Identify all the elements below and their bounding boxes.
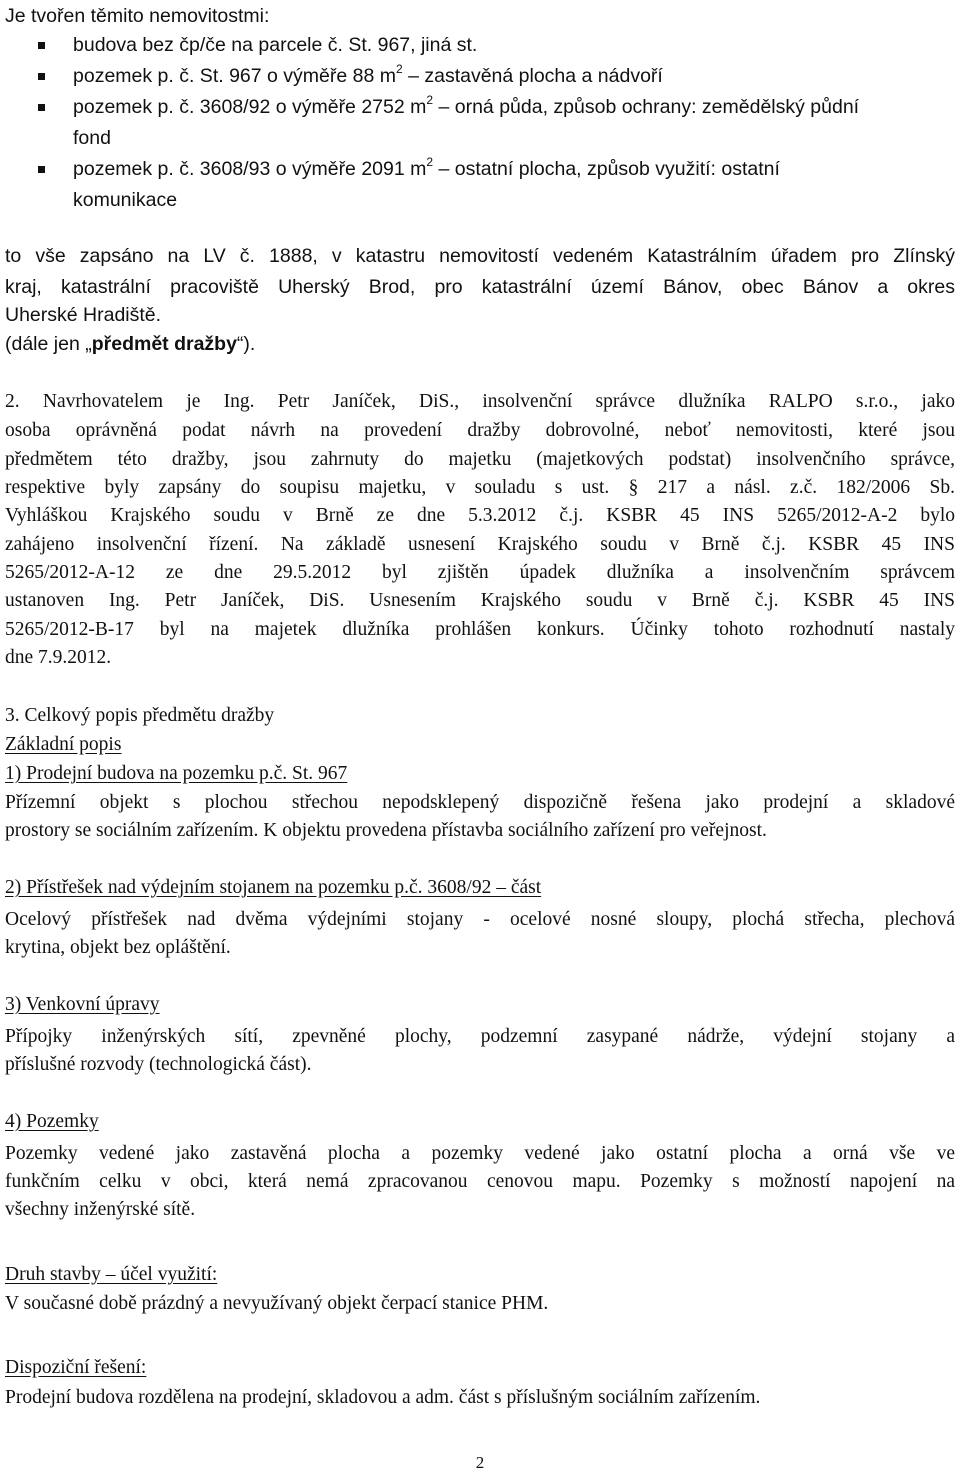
item-title: 3) Venkovní úpravy: [5, 994, 160, 1015]
sec2-line: dne 7.9.2012.: [5, 647, 112, 668]
list-item: pozemek p. č. St. 967 o výměře 88 $m^2$ – zastavěná plocha a nádvoří: [73, 61, 663, 87]
item-title: Dispoziční řešení:: [5, 1357, 147, 1378]
list-item: pozemek p. č. 3608/93 o výměře 2091 $m^2$ – ostatní plocha, způsob využití: ostatní: [73, 154, 780, 180]
item-text: prostory se sociálním zařízením. K objektu provedena přístavba sociálního zařízení pro veřejnost.: [5, 820, 767, 841]
list-item: budova bez čp/če na parcele č. St. 967, jiná st.: [73, 34, 478, 56]
lv-line-1: to vše zapsáno na LV č. 1888, v katastru nemovitostí vedeném Katastrálním úřadem pro Zlínský: [5, 245, 955, 267]
sec2-line: 2. Navrhovatelem je Ing. Petr Janíček, DiS., insolvenční správce dlužníka RALPO s.r.o., jako: [5, 391, 955, 412]
list-item-continuation: fond: [73, 127, 111, 149]
item-title: 1) Prodejní budova na pozemku p.č. St. 967: [5, 763, 348, 784]
item-text: Přízemní objekt s plochou střechou nepodsklepený dispozičně řešena jako prodejní a skladové: [5, 792, 955, 813]
sec2-line: předmětem této dražby, jsou zahrnuty do majetku (majetkových podstat) insolvenčního správce,: [5, 449, 955, 470]
lv-line-3: Uherské Hradiště.: [5, 304, 162, 326]
item-text: Pozemky vedené jako zastavěná plocha a pozemky vedené jako ostatní plocha a orná vše ve: [5, 1143, 955, 1164]
subheading: Základní popis: [5, 734, 122, 755]
sec2-line: respektive byly zapsány do soupisu majetku, v souladu s ust. § 217 a násl. z.č. 182/2006 Sb.: [5, 477, 955, 498]
bullet-icon: [38, 42, 45, 49]
sec2-line: ustanoven Ing. Petr Janíček, DiS. Usnesením Krajského soudu v Brně č.j. KSBR 45 INS: [5, 590, 955, 611]
intro-text: Je tvořen těmito nemovitostmi:: [5, 5, 270, 27]
item-text: V současné době prázdný a nevyužívaný objekt čerpací stanice PHM.: [5, 1293, 549, 1314]
list-item-continuation: komunikace: [73, 189, 178, 211]
list-item: pozemek p. č. 3608/92 o výměře 2752 $m^2$ – orná půda, způsob ochrany: zemědělský půdní: [73, 92, 860, 118]
item-text: Ocelový přístřešek nad dvěma výdejními stojany - ocelové nosné sloupy, plochá střecha, plechová: [5, 909, 955, 930]
section-heading: 3. Celkový popis předmětu dražby: [5, 705, 275, 726]
lv-line-4: (dále jen „předmět dražby“).: [5, 333, 256, 355]
item-text: všechny inženýrské sítě.: [5, 1199, 196, 1220]
item-title: 4) Pozemky: [5, 1111, 99, 1132]
item-text: krytina, objekt bez opláštění.: [5, 937, 231, 958]
item-text: Prodejní budova rozdělena na prodejní, skladovou a adm. část s příslušným sociálním zařízením.: [5, 1387, 761, 1408]
item-title: 2) Přístřešek nad výdejním stojanem na pozemku p.č. 3608/92 – část: [5, 877, 542, 898]
sec2-line: zahájeno insolvenční řízení. Na základě usnesení Krajského soudu v Brně č.j. KSBR 45 INS: [5, 534, 955, 555]
sec2-line: 5265/2012-B-17 byl na majetek dlužníka prohlášen konkurs. Účinky tohoto rozhodnutí nastaly: [5, 619, 955, 640]
bullet-icon: [38, 104, 45, 111]
bullet-icon: [38, 73, 45, 80]
item-text: Přípojky inženýrských sítí, zpevněné plochy, podzemní zasypané nádrže, výdejní stojany a: [5, 1026, 955, 1047]
sec2-line: Vyhláškou Krajského soudu v Brně ze dne 5.3.2012 č.j. KSBR 45 INS 5265/2012-A-2 bylo: [5, 505, 955, 526]
page-number: 2: [475, 1453, 485, 1472]
item-title: Druh stavby – účel využití:: [5, 1264, 218, 1285]
lv-line-2: kraj, katastrální pracoviště Uherský Brod, pro katastrální území Bánov, obec Bánov a okres: [5, 276, 955, 298]
bullet-icon: [38, 166, 45, 173]
item-text: funkčním celku v obci, která nemá zpracovanou cenovou mapu. Pozemky s možností napojení na: [5, 1171, 955, 1192]
sec2-line: 5265/2012-A-12 ze dne 29.5.2012 byl zjištěn úpadek dlužníka a insolvenčním správcem: [5, 562, 955, 583]
sec2-line: osoba oprávněná podat návrh na provedení dražby dobrovolné, neboť nemovitosti, které jsou: [5, 420, 955, 441]
item-text: příslušné rozvody (technologická část).: [5, 1054, 312, 1075]
